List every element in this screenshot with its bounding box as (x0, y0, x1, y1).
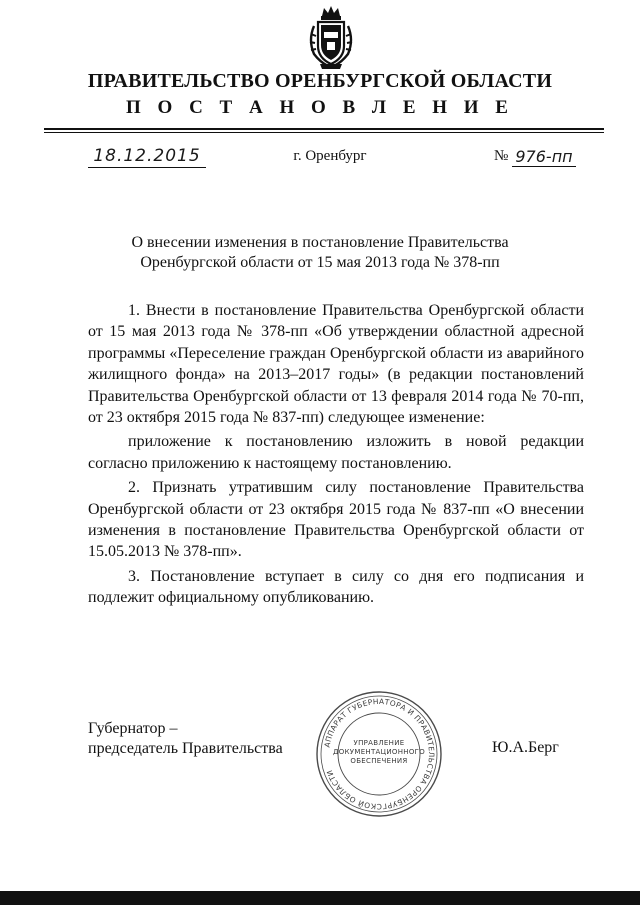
signer-name: Ю.А.Берг (492, 739, 559, 756)
signer-position-line: Губернатор – (88, 720, 178, 737)
decree-subject (110, 233, 530, 273)
document-type-title: П О С Т А Н О В Л Е Н И Е (126, 97, 514, 118)
signer-position (88, 719, 283, 759)
body-paragraph-4: 3. Постановление вступает в силу со дня его подписания и подлежит официальному опубликованию. (88, 567, 584, 607)
stamp-center-line: ДОКУМЕНТАЦИОННОГО (332, 748, 426, 756)
body-paragraph-3: 2. Признать утратившим силу постановление Правительства Оренбургской области от 23 октября 2015 года № 837-пп «О внесении изменения в постановление Правительства Оренбургской области от 15.05.2013 № 378-пп». (88, 479, 584, 561)
subject-line: Оренбургской области от 15 мая 2013 года № 378-пп (140, 254, 500, 271)
number-sign: № (494, 148, 509, 164)
header-rule-thin (44, 132, 604, 133)
government-title: ПРАВИТЕЛЬСТВО ОРЕНБУРГСКОЙ ОБЛАСТИ (87, 70, 553, 92)
body-paragraph-1: 1. Внести в постановление Правительства Оренбургской области от 15 мая 2013 года № 378-пп «Об утверждении областной адресной программы «Переселение граждан Оренбургской области из аварийного жилищного фонда» на 2013–2017 годы» (в редакции постановлений Правительства Оренбургской области от 13 февраля 2014 года № 70-пп, от 23 октября 2015 года № 837-пп) следующее изменение: (88, 302, 584, 427)
decree-body (88, 300, 584, 612)
stamp-center-text (326, 739, 432, 766)
coat-of-arms-icon (304, 4, 358, 70)
subject-line: О внесении изменения в постановление Правительства (131, 234, 509, 251)
signer-position-line: председатель Правительства (88, 740, 283, 757)
header-rule-thick (44, 128, 604, 130)
decree-number: 976-пп (512, 147, 576, 167)
stamp-ring-text: АППАРАТ ГУБЕРНАТОРА И ПРАВИТЕЛЬСТВА ОРЕНБУРГСКОЙ ОБЛАСТИ (322, 696, 437, 812)
body-paragraph-2: приложение к постановлению изложить в новой редакции согласно приложению к настоящему постановлению. (88, 433, 584, 472)
stamp-center-line: УПРАВЛЕНИЕ (353, 739, 405, 747)
decree-date: 18.12.2015 (88, 146, 206, 168)
scan-edge-band (0, 891, 640, 905)
stamp-center-line: ОБЕСПЕЧЕНИЯ (350, 757, 408, 765)
decree-city: г. Оренбург (293, 148, 367, 164)
